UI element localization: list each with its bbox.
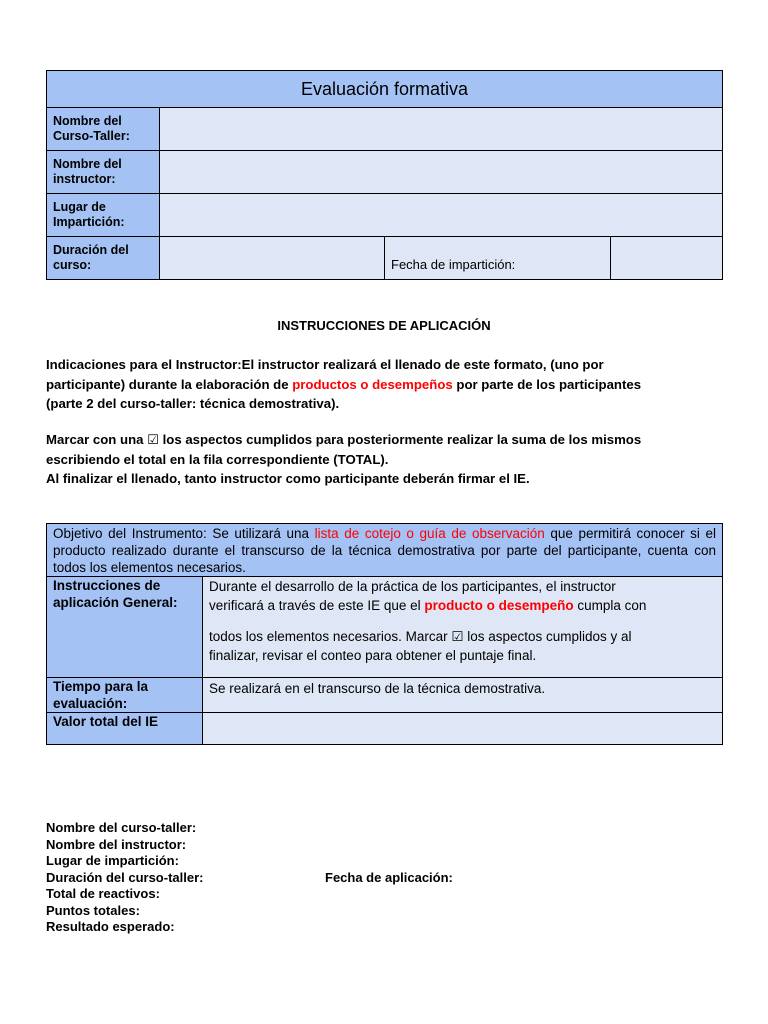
instructor-name-label: Nombre del instructor:: [47, 151, 160, 194]
date-label: Fecha de impartición:: [385, 237, 611, 280]
summary-application-date: Fecha de aplicación:: [325, 869, 453, 885]
summary-course: Nombre del curso-taller:: [46, 820, 197, 835]
duration-field[interactable]: [160, 237, 385, 280]
place-field[interactable]: [160, 194, 723, 237]
highlight-product: producto o desempeño: [424, 598, 574, 613]
date-field[interactable]: [611, 237, 723, 280]
marking-instructions-paragraph: Marcar con una ☑ los aspectos cumplidos para posteriormente realizar la suma de los mismos escribiendo el total en la fila correspondiente (TOTAL). Al finalizar el llenado, tanto instructor como participante deberán firmar el IE.: [46, 432, 642, 486]
instructor-indications-paragraph: Indicaciones para el Instructor:El instructor realizará el llenado de este formato, (uno por participante) durante la elaboración de productos o desempeños por parte de los participantes (parte 2 del curso-taller: técnica demostrativa).: [46, 357, 642, 411]
general-instructions-label: Instrucciones de aplicación General:: [47, 577, 203, 678]
place-label: Lugar de Impartición:: [47, 194, 160, 237]
course-name-field[interactable]: [160, 108, 723, 151]
summary-place: Lugar de impartición:: [46, 853, 179, 868]
summary-total-items: Total de reactivos:: [46, 886, 160, 901]
highlight-products: productos o desempeños: [292, 376, 453, 392]
instructor-name-field[interactable]: [160, 151, 723, 194]
form-title: Evaluación formativa: [47, 71, 723, 108]
objective-text: Objetivo del Instrumento: Se utilizará una lista de cotejo o guía de observación que permitirá conocer si el producto realizado durante el transcurso de la técnica demostrativa por parte del participante, cuenta con todos los elementos necesarios.: [47, 524, 723, 577]
evaluation-form-table: [46, 70, 723, 280]
total-value-field[interactable]: [203, 713, 723, 745]
course-name-label: Nombre del Curso-Taller:: [47, 108, 160, 151]
highlight-checklist: lista de cotejo o guía de observación: [314, 526, 545, 541]
evaluation-time-label: Tiempo para la evaluación:: [47, 678, 203, 713]
total-value-label: Valor total del IE: [47, 713, 203, 745]
summary-block: [46, 820, 726, 936]
instructions-heading: INSTRUCCIONES DE APLICACIÓN: [277, 318, 491, 333]
evaluation-time-value: Se realizará en el transcurso de la técnica demostrativa.: [203, 678, 723, 713]
general-instructions-text: Durante el desarrollo de la práctica de los participantes, el instructor verificará a través de este IE que el producto o desempeño cumpla con todos los elementos necesarios. Marcar ☑ los aspectos cumplidos y al finalizar, revisar el conteo para obtener el puntaje final.: [203, 577, 723, 678]
summary-total-points: Puntos totales:: [46, 902, 140, 918]
summary-expected-result: Resultado esperado:: [46, 919, 175, 934]
summary-duration: Duración del curso-taller:: [46, 869, 204, 885]
objective-table: [46, 523, 723, 745]
duration-label: Duración del curso:: [47, 237, 160, 280]
summary-instructor: Nombre del instructor:: [46, 836, 187, 852]
